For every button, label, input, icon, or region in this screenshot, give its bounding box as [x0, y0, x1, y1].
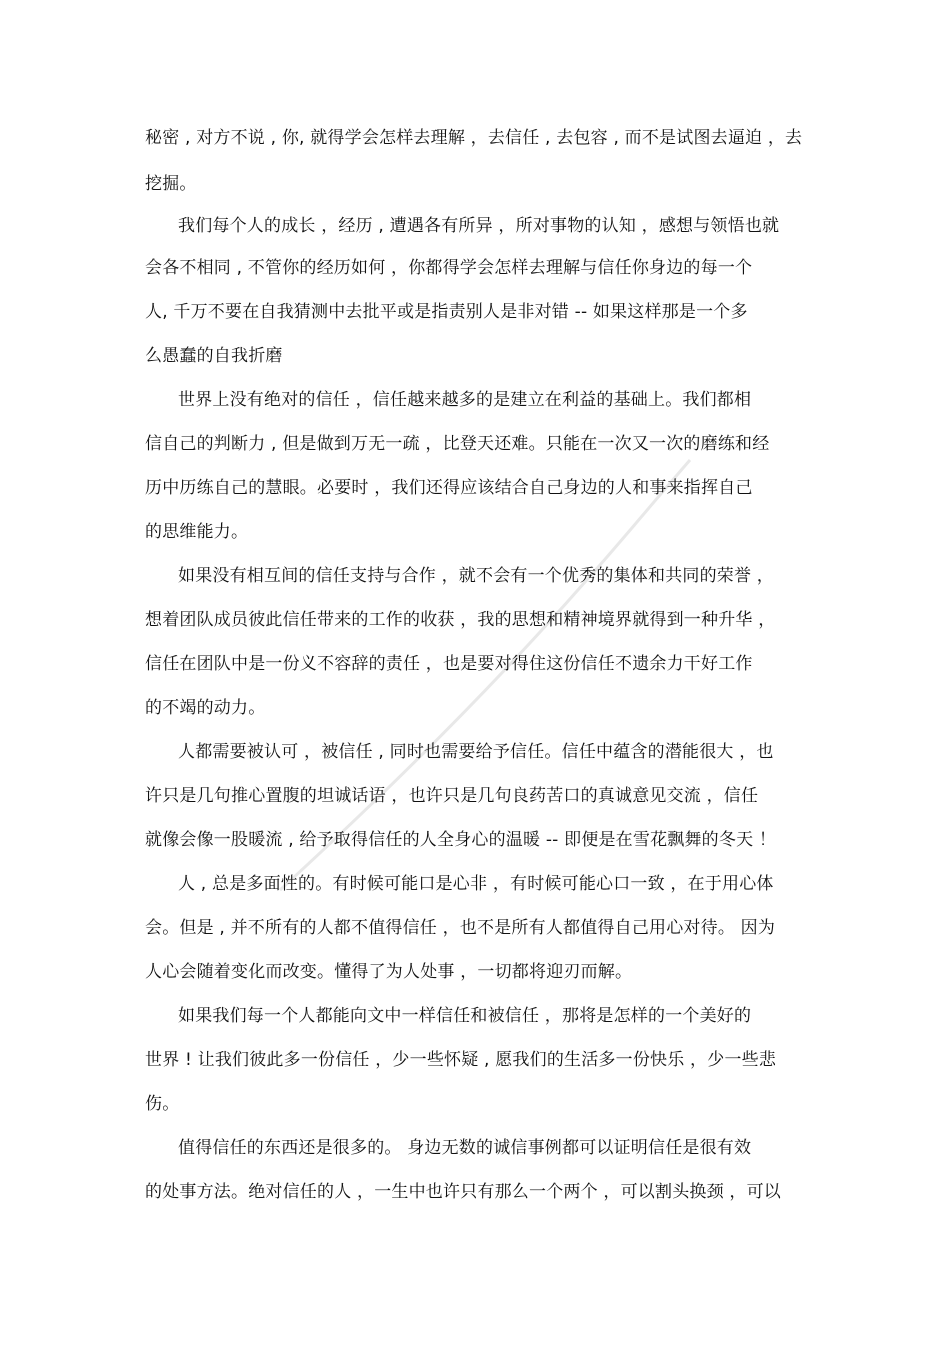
text-line: 人都需要被认可 ，被信任 , 同时也需要给予信任。信任中蕴含的潜能很大 ，也 — [178, 742, 774, 762]
text-line: 值得信任的东西还是很多的。 身边无数的诚信事例都可以证明信任是很有效 — [178, 1138, 752, 1158]
text-line: 人 , 总是多面性的。有时候可能口是心非 ，有时候可能心口一致 ，在于用心体 — [178, 874, 774, 894]
text-line: 信自己的判断力 , 但是做到万无一疏 ，比登天还难。只能在一次又一次的磨练和经 — [145, 434, 770, 454]
diagonal-watermark — [220, 420, 740, 940]
text-line: 人心会随着变化而改变。懂得了为人处事 ，一切都将迎刃而解。 — [145, 962, 633, 982]
text-line: 人, 千万不要在自我猜测中去批平或是指责别人是非对错 -- 如果这样那是一个多 — [145, 302, 748, 322]
text-line: 许只是几句推心置腹的坦诚话语 ，也许只是几句良药苦口的真诚意见交流 ，信任 — [145, 786, 759, 806]
text-line: 的思维能力。 — [145, 522, 249, 542]
text-line: 的不竭的动力。 — [145, 698, 266, 718]
text-line: 历中历练自己的慧眼。必要时 ，我们还得应该结合自己身边的人和事来指挥自己 — [145, 478, 753, 498]
text-line: 如果我们每一个人都能向文中一样信任和被信任 ，那将是怎样的一个美好的 — [178, 1006, 752, 1026]
text-line: 伤。 — [145, 1094, 180, 1114]
text-line: 信任在团队中是一份义不容辞的责任 ，也是要对得住这份信任不遗余力干好工作 — [145, 654, 753, 674]
text-line: 秘密 , 对方不说 , 你, 就得学会怎样去理解 ，去信任 , 去包容 , 而不是试图去逼迫 ，去 — [145, 128, 803, 148]
text-line: 的处事方法。绝对信任的人 ，一生中也许只有那么一个两个 ，可以割头换颈 ，可以 — [145, 1182, 782, 1202]
text-line: 想着团队成员彼此信任带来的工作的收获 ，我的思想和精神境界就得到一种升华 ， — [145, 610, 776, 630]
text-line: 就像会像一股暖流 , 给予取得信任的人全身心的温暖 -- 即便是在雪花飘舞的冬天 ！ — [145, 830, 777, 850]
text-line: 世界 ! 让我们彼此多一份信任 ，少一些怀疑 , 愿我们的生活多一份快乐 ，少一些悲 — [145, 1050, 777, 1070]
text-line: 我们每个人的成长 ，经历 , 遭遇各有所异 ，所对事物的认知 ，感想与领悟也就 — [178, 216, 780, 236]
text-line: 如果没有相互间的信任支持与合作 ，就不会有一个优秀的集体和共同的荣誉 ， — [178, 566, 775, 586]
text-line: 会。但是 , 并不所有的人都不值得信任 ，也不是所有人都值得自己用心对待。 因为 — [145, 918, 776, 938]
text-line: 么愚蠢的自我折磨 — [145, 346, 283, 366]
text-line: 会各不相同 , 不管你的经历如何 ，你都得学会怎样去理解与信任你身边的每一个 — [145, 258, 753, 278]
text-line: 挖掘。 — [145, 174, 197, 194]
text-line: 世界上没有绝对的信任 ，信任越来越多的是建立在利益的基础上。我们都相 — [178, 390, 752, 410]
